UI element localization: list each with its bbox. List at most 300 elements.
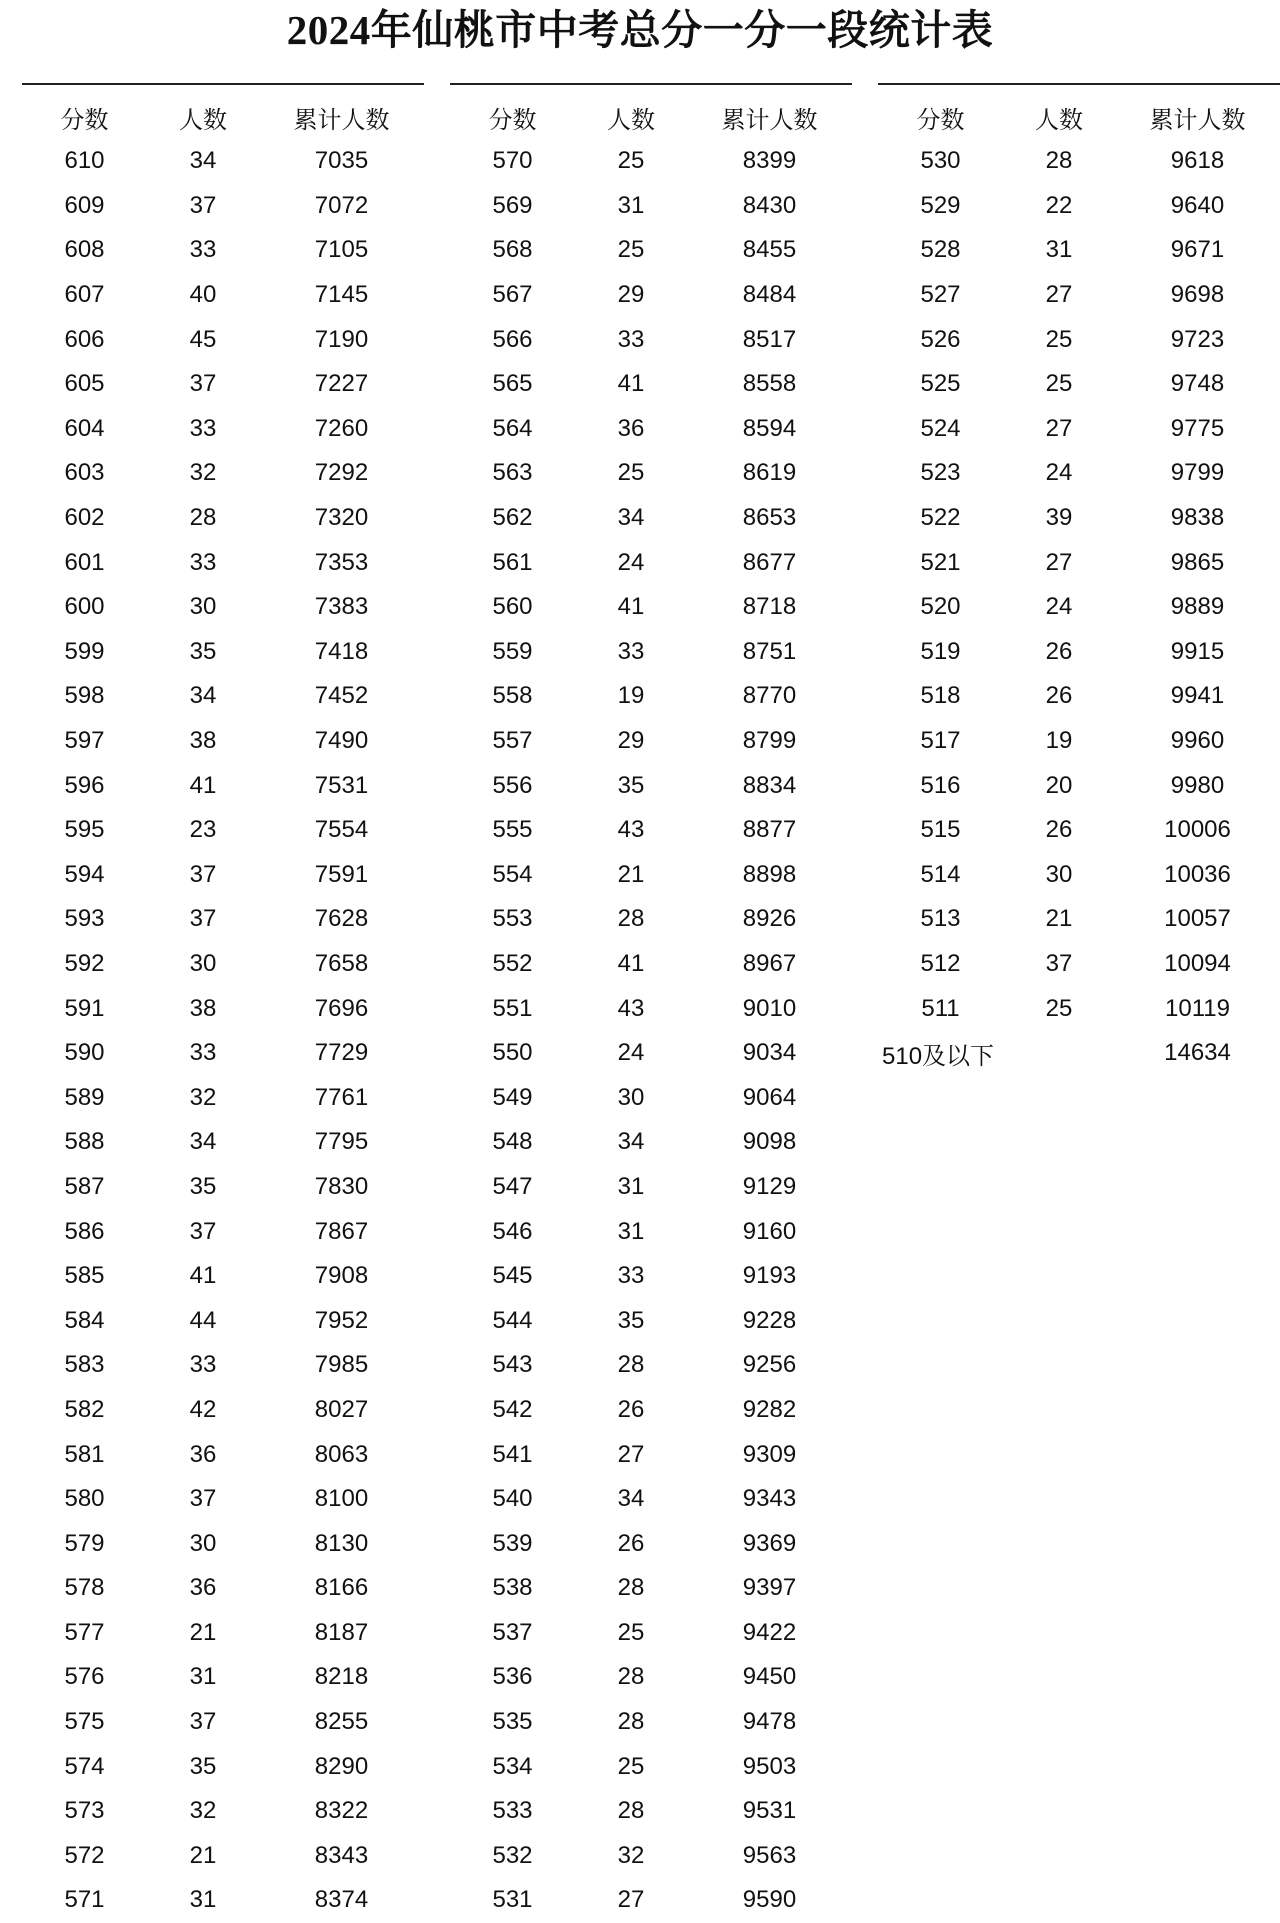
score-cell: 553	[492, 905, 533, 933]
score-cell: 524	[920, 414, 961, 442]
count-cell: 33	[617, 1262, 645, 1290]
count-cell: 27	[1045, 281, 1073, 309]
score-cell: 598	[64, 682, 105, 710]
count-cell: 29	[617, 281, 645, 309]
table-row	[450, 451, 852, 496]
count-cell: 30	[1045, 860, 1073, 888]
count-cell: 33	[189, 548, 217, 576]
count-cell: 37	[189, 1708, 217, 1736]
count-cell: 28	[617, 1708, 645, 1736]
score-cell: 566	[492, 325, 533, 353]
cumulative-cell: 7490	[314, 727, 369, 755]
cumulative-cell: 8187	[314, 1618, 369, 1646]
score-cell: 540	[492, 1485, 533, 1513]
cumulative-cell: 9590	[742, 1886, 797, 1914]
table-row	[22, 942, 424, 987]
cumulative-cell: 8399	[742, 147, 797, 175]
count-cell: 28	[617, 1574, 645, 1602]
count-cell: 34	[617, 504, 645, 532]
cumulative-cell: 8926	[742, 905, 797, 933]
score-cell: 561	[492, 548, 533, 576]
score-cell: 590	[64, 1039, 105, 1067]
page-title: 2024年仙桃市中考总分一分一段统计表	[286, 7, 994, 53]
count-cell: 24	[1045, 459, 1073, 487]
table-row	[22, 763, 424, 808]
count-cell: 26	[1045, 816, 1073, 844]
cumulative-cell: 9865	[1170, 548, 1225, 576]
table-row	[22, 1521, 424, 1566]
count-cell: 24	[617, 548, 645, 576]
table-row	[878, 808, 1280, 853]
header-row	[878, 95, 1280, 139]
count-cell: 25	[1045, 370, 1073, 398]
cumulative-cell: 9064	[742, 1083, 797, 1111]
table-row	[878, 853, 1280, 898]
score-table-1	[22, 95, 424, 1923]
table-row	[450, 1031, 852, 1076]
cumulative-cell: 7985	[314, 1351, 369, 1379]
count-cell: 26	[1045, 637, 1073, 665]
count-cell: 19	[617, 682, 645, 710]
score-cell: 606	[64, 325, 105, 353]
cumulative-cell: 8063	[314, 1440, 369, 1468]
table-row	[22, 1566, 424, 1611]
score-cell: 541	[492, 1440, 533, 1468]
header-cumulative: 累计人数	[1149, 106, 1246, 134]
table-row	[22, 1388, 424, 1433]
count-cell: 34	[617, 1128, 645, 1156]
count-cell: 30	[617, 1083, 645, 1111]
table-row	[878, 674, 1280, 719]
score-cell: 511	[921, 994, 960, 1022]
table-row	[22, 808, 424, 853]
table-row	[450, 317, 852, 362]
table-row	[22, 1165, 424, 1210]
count-cell: 25	[617, 1752, 645, 1780]
count-cell: 43	[617, 994, 645, 1022]
cumulative-cell: 9160	[742, 1217, 797, 1245]
cumulative-cell: 8166	[314, 1574, 369, 1602]
table-row	[22, 407, 424, 452]
below-score-cell: 510及以下	[882, 1042, 995, 1070]
score-cell: 569	[492, 191, 533, 219]
cumulative-cell: 8343	[314, 1841, 369, 1869]
cumulative-cell: 7795	[314, 1128, 369, 1156]
score-cell: 518	[920, 682, 961, 710]
cumulative-cell: 9889	[1170, 593, 1225, 621]
table-row	[450, 1075, 852, 1120]
table-row	[22, 1120, 424, 1165]
cumulative-cell: 9723	[1170, 325, 1225, 353]
score-cell: 549	[492, 1083, 533, 1111]
score-cell: 609	[64, 191, 105, 219]
cumulative-cell: 9618	[1170, 147, 1225, 175]
table-row	[878, 228, 1280, 273]
count-cell: 38	[189, 727, 217, 755]
cumulative-cell: 9129	[742, 1172, 797, 1200]
count-cell: 21	[1045, 905, 1073, 933]
score-cell: 559	[492, 637, 533, 665]
cumulative-cell: 8677	[742, 548, 797, 576]
count-cell: 33	[617, 325, 645, 353]
table-row	[878, 630, 1280, 675]
count-cell: 25	[617, 236, 645, 264]
count-cell: 36	[189, 1440, 217, 1468]
table-row	[22, 674, 424, 719]
score-cell: 595	[64, 816, 105, 844]
table-row	[878, 585, 1280, 630]
count-cell: 41	[189, 771, 217, 799]
table-row	[450, 1521, 852, 1566]
count-cell: 31	[617, 1217, 645, 1245]
count-cell: 28	[617, 1797, 645, 1825]
score-cell: 594	[64, 860, 105, 888]
score-cell: 530	[920, 147, 961, 175]
score-cell: 596	[64, 771, 105, 799]
count-cell: 31	[189, 1663, 217, 1691]
table-row	[22, 897, 424, 942]
table-row	[450, 1209, 852, 1254]
cumulative-cell: 9748	[1170, 370, 1225, 398]
count-cell: 36	[189, 1574, 217, 1602]
header-score: 分数	[60, 106, 109, 134]
table-row	[878, 362, 1280, 407]
table-row	[878, 273, 1280, 318]
table-row	[878, 942, 1280, 987]
count-cell: 43	[617, 816, 645, 844]
count-cell: 25	[617, 147, 645, 175]
header-rule	[450, 83, 852, 85]
table-row	[22, 1343, 424, 1388]
count-cell: 32	[189, 1083, 217, 1111]
table-row	[22, 630, 424, 675]
cumulative-cell: 9531	[742, 1797, 797, 1825]
header-cumulative: 累计人数	[721, 106, 818, 134]
cumulative-cell: 8718	[742, 593, 797, 621]
table-row	[22, 719, 424, 764]
cumulative-cell: 7591	[314, 860, 369, 888]
count-cell: 25	[1045, 994, 1073, 1022]
cumulative-cell: 7554	[314, 816, 369, 844]
count-cell: 37	[189, 1485, 217, 1513]
count-cell: 37	[1045, 949, 1073, 977]
score-cell: 547	[492, 1172, 533, 1200]
cumulative-cell: 9343	[742, 1485, 797, 1513]
score-cell: 570	[492, 147, 533, 175]
table-row	[878, 986, 1280, 1031]
score-table-2	[450, 95, 852, 1923]
table-row	[22, 853, 424, 898]
cumulative-cell: 9098	[742, 1128, 797, 1156]
count-cell: 20	[1045, 771, 1073, 799]
table-row	[450, 585, 852, 630]
header-cumulative: 累计人数	[293, 106, 390, 134]
score-cell: 567	[492, 281, 533, 309]
table-row	[22, 1789, 424, 1834]
cumulative-cell: 8374	[314, 1886, 369, 1914]
count-cell: 21	[189, 1618, 217, 1646]
count-cell: 41	[617, 593, 645, 621]
cumulative-cell: 9369	[742, 1529, 797, 1557]
score-cell: 610	[64, 147, 105, 175]
score-cell: 557	[492, 727, 533, 755]
table-row	[450, 630, 852, 675]
table-row	[450, 808, 852, 853]
score-cell: 587	[64, 1172, 105, 1200]
count-cell: 27	[1045, 548, 1073, 576]
score-cell: 592	[64, 949, 105, 977]
count-cell: 39	[1045, 504, 1073, 532]
table-row	[450, 1477, 852, 1522]
table-block-2	[450, 83, 852, 1923]
cumulative-cell: 8430	[742, 191, 797, 219]
score-cell: 562	[492, 504, 533, 532]
count-cell: 26	[1045, 682, 1073, 710]
table-row	[878, 763, 1280, 808]
score-cell: 529	[920, 191, 961, 219]
table-body-1	[22, 139, 424, 1923]
score-cell: 604	[64, 414, 105, 442]
table-row	[450, 362, 852, 407]
score-table-3	[878, 95, 1280, 1075]
score-cell: 546	[492, 1217, 533, 1245]
cumulative-cell: 8255	[314, 1708, 369, 1736]
table-row	[450, 1432, 852, 1477]
score-cell: 589	[64, 1083, 105, 1111]
cumulative-cell: 8517	[742, 325, 797, 353]
table-row	[450, 763, 852, 808]
cumulative-cell: 7952	[314, 1306, 369, 1334]
cumulative-cell: 9282	[742, 1395, 797, 1423]
count-cell: 30	[189, 593, 217, 621]
cumulative-cell: 9478	[742, 1708, 797, 1736]
count-cell: 25	[1045, 325, 1073, 353]
table-row	[878, 407, 1280, 452]
table-row	[22, 1744, 424, 1789]
cumulative-cell: 10006	[1164, 816, 1231, 844]
cumulative-cell: 9775	[1170, 414, 1225, 442]
score-cell: 563	[492, 459, 533, 487]
table-row	[878, 897, 1280, 942]
count-cell: 25	[617, 1618, 645, 1646]
score-cell: 599	[64, 637, 105, 665]
cumulative-cell: 8558	[742, 370, 797, 398]
score-cell: 512	[920, 949, 961, 977]
cumulative-cell: 7729	[314, 1039, 369, 1067]
table-row	[878, 540, 1280, 585]
score-cell: 515	[920, 816, 961, 844]
cumulative-cell: 8100	[314, 1485, 369, 1513]
cumulative-cell: 8619	[742, 459, 797, 487]
cumulative-cell: 9980	[1170, 771, 1225, 799]
below-cumulative-cell: 14634	[1164, 1039, 1231, 1067]
cumulative-cell: 8834	[742, 771, 797, 799]
cumulative-cell: 9960	[1170, 727, 1225, 755]
cumulative-cell: 8484	[742, 281, 797, 309]
table-row	[450, 1343, 852, 1388]
table-row	[450, 1120, 852, 1165]
count-cell: 44	[189, 1306, 217, 1334]
score-cell: 542	[492, 1395, 533, 1423]
score-cell: 523	[920, 459, 961, 487]
cumulative-cell: 9941	[1170, 682, 1225, 710]
table-row	[450, 1834, 852, 1879]
score-cell: 552	[492, 949, 533, 977]
cumulative-cell: 9838	[1170, 504, 1225, 532]
cumulative-cell: 9422	[742, 1618, 797, 1646]
count-cell: 34	[189, 682, 217, 710]
cumulative-cell: 8027	[314, 1395, 369, 1423]
score-cell: 551	[492, 994, 533, 1022]
score-cell: 607	[64, 281, 105, 309]
header-score: 分数	[488, 106, 537, 134]
score-cell: 514	[920, 860, 961, 888]
score-cell: 568	[492, 236, 533, 264]
cumulative-cell: 8218	[314, 1663, 369, 1691]
table-row	[450, 273, 852, 318]
header-count: 人数	[607, 106, 655, 134]
table-row	[450, 1878, 852, 1923]
cumulative-cell: 7145	[314, 281, 369, 309]
score-cell: 516	[920, 771, 961, 799]
count-cell: 31	[617, 191, 645, 219]
table-row	[878, 451, 1280, 496]
cumulative-cell: 9010	[742, 994, 797, 1022]
score-cell: 521	[920, 548, 961, 576]
cumulative-cell: 9915	[1170, 637, 1225, 665]
count-cell: 21	[189, 1841, 217, 1869]
table-row	[22, 1878, 424, 1923]
cumulative-cell: 8967	[742, 949, 797, 977]
table-row	[450, 1388, 852, 1433]
count-cell: 33	[189, 414, 217, 442]
table-row	[450, 139, 852, 184]
table-row	[22, 451, 424, 496]
table-row	[22, 540, 424, 585]
score-cell: 586	[64, 1217, 105, 1245]
cumulative-cell: 8653	[742, 504, 797, 532]
cumulative-cell: 7418	[314, 637, 369, 665]
cumulative-cell: 9228	[742, 1306, 797, 1334]
count-cell: 42	[189, 1395, 217, 1423]
score-cell: 528	[920, 236, 961, 264]
score-cell: 600	[64, 593, 105, 621]
cumulative-cell: 10057	[1164, 905, 1231, 933]
score-cell: 520	[920, 593, 961, 621]
cumulative-cell: 9640	[1170, 191, 1225, 219]
score-cell: 593	[64, 905, 105, 933]
score-cell: 513	[920, 905, 961, 933]
count-cell: 35	[189, 637, 217, 665]
count-cell: 27	[617, 1440, 645, 1468]
count-cell: 30	[189, 1529, 217, 1557]
count-cell: 26	[617, 1529, 645, 1557]
cumulative-cell: 7696	[314, 994, 369, 1022]
score-cell: 603	[64, 459, 105, 487]
table-row	[450, 1611, 852, 1656]
count-cell: 22	[1045, 191, 1073, 219]
score-cell: 533	[492, 1797, 533, 1825]
score-cell: 531	[492, 1886, 533, 1914]
score-cell: 526	[920, 325, 961, 353]
count-cell: 41	[189, 1262, 217, 1290]
table-row	[450, 1254, 852, 1299]
cumulative-cell: 9671	[1170, 236, 1225, 264]
count-cell: 33	[617, 637, 645, 665]
count-cell: 31	[617, 1172, 645, 1200]
count-cell: 38	[189, 994, 217, 1022]
score-cell: 538	[492, 1574, 533, 1602]
table-row	[22, 228, 424, 273]
header-rule	[22, 83, 424, 85]
score-cell: 565	[492, 370, 533, 398]
count-cell: 32	[189, 459, 217, 487]
score-cell: 522	[920, 504, 961, 532]
cumulative-cell: 7227	[314, 370, 369, 398]
table-row	[22, 986, 424, 1031]
cumulative-cell: 7383	[314, 593, 369, 621]
cumulative-cell: 10036	[1164, 860, 1231, 888]
table-row	[22, 1031, 424, 1076]
count-cell: 28	[1045, 147, 1073, 175]
table-row	[450, 1789, 852, 1834]
table-row	[22, 317, 424, 362]
count-cell: 34	[189, 147, 217, 175]
table-row	[22, 585, 424, 630]
table-row	[878, 317, 1280, 362]
score-cell: 588	[64, 1128, 105, 1156]
score-cell: 535	[492, 1708, 533, 1736]
cumulative-cell: 7190	[314, 325, 369, 353]
table-row	[450, 496, 852, 541]
cumulative-cell: 8877	[742, 816, 797, 844]
cumulative-cell: 8898	[742, 860, 797, 888]
score-cell: 554	[492, 860, 533, 888]
count-cell: 34	[189, 1128, 217, 1156]
header-count: 人数	[179, 106, 227, 134]
table-row	[22, 1075, 424, 1120]
table-body-2	[450, 139, 852, 1923]
count-cell: 33	[189, 236, 217, 264]
score-cell: 585	[64, 1262, 105, 1290]
header-row	[450, 95, 852, 139]
cumulative-cell: 9256	[742, 1351, 797, 1379]
table-row	[22, 1834, 424, 1879]
cumulative-cell: 9193	[742, 1262, 797, 1290]
count-cell: 40	[189, 281, 217, 309]
table-row	[450, 540, 852, 585]
cumulative-cell: 8594	[742, 414, 797, 442]
count-cell: 28	[189, 504, 217, 532]
cumulative-cell: 8799	[742, 727, 797, 755]
table-row	[450, 184, 852, 229]
cumulative-cell: 9309	[742, 1440, 797, 1468]
table-row	[22, 1209, 424, 1254]
table-row	[22, 1477, 424, 1522]
table-row	[450, 853, 852, 898]
cumulative-cell: 7452	[314, 682, 369, 710]
count-cell: 21	[617, 860, 645, 888]
table-row	[450, 1744, 852, 1789]
cumulative-cell: 10119	[1165, 994, 1230, 1022]
cumulative-cell: 9563	[742, 1841, 797, 1869]
score-cell: 584	[64, 1306, 105, 1334]
score-cell: 548	[492, 1128, 533, 1156]
table-row	[22, 496, 424, 541]
count-cell: 31	[1045, 236, 1073, 264]
table-row	[22, 1700, 424, 1745]
cumulative-cell: 7830	[314, 1172, 369, 1200]
